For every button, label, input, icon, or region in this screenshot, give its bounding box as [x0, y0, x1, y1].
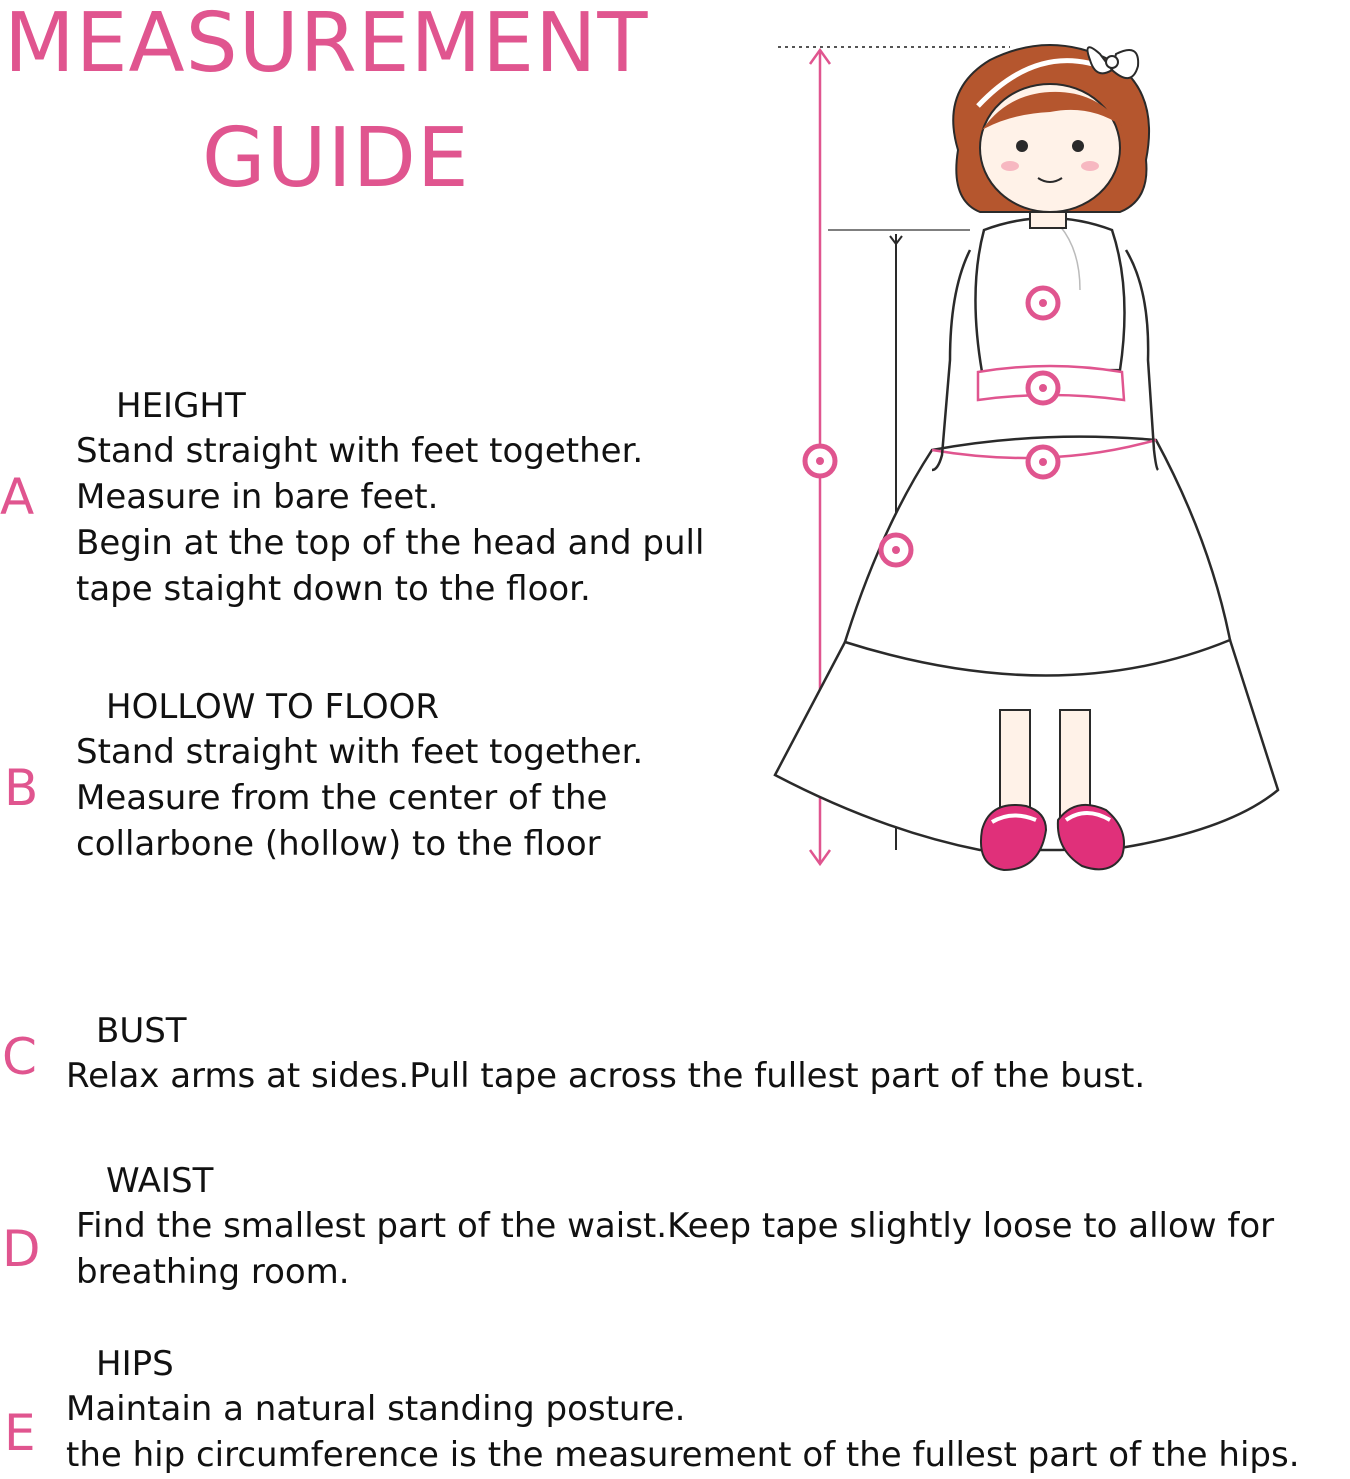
section-letter-d: D	[2, 1220, 41, 1278]
section-text-line: Measure from the center of the	[76, 778, 608, 818]
section-text-line: Relax arms at sides.Pull tape across the fullest part of the bust.	[66, 1056, 1146, 1096]
left-eye	[1016, 140, 1028, 152]
section-text-line: Find the smallest part of the waist.Keep tape slightly loose to allow for	[76, 1206, 1275, 1246]
section-text-line: Measure in bare feet.	[76, 477, 439, 517]
section-letter-c: C	[2, 1028, 37, 1086]
section-heading-hollow-to-floor: HOLLOW TO FLOOR	[106, 687, 439, 727]
section-text-line: Stand straight with feet together.	[76, 732, 644, 772]
section-heading-height: HEIGHT	[116, 386, 246, 426]
section-text-line: breathing room.	[76, 1252, 350, 1292]
left-arm	[932, 250, 970, 470]
left-cheek	[1001, 161, 1019, 171]
section-heading-hips: HIPS	[96, 1344, 174, 1384]
page-title-line-2: GUIDE	[202, 111, 470, 206]
waist-marker	[1028, 373, 1058, 403]
hollow-to-floor-marker	[881, 535, 911, 565]
right-cheek	[1081, 161, 1099, 171]
section-text-line: collarbone (hollow) to the floor	[76, 824, 601, 864]
section-text-line: the hip circumference is the measurement of the fullest part of the hips.	[66, 1435, 1300, 1475]
section-text-line: Stand straight with feet together.	[76, 431, 644, 471]
section-text-line: Maintain a natural standing posture.	[66, 1389, 686, 1429]
right-eye	[1072, 140, 1084, 152]
section-text-line: tape staight down to the floor.	[76, 569, 591, 609]
bust-marker	[1028, 288, 1058, 318]
section-heading-waist: WAIST	[106, 1161, 214, 1201]
section-letter-a: A	[0, 468, 35, 526]
hips-marker	[1028, 447, 1058, 477]
page-title-line-1: MEASUREMENT	[4, 0, 649, 91]
girl-in-dress-illustration	[760, 30, 1300, 910]
section-text-line: Begin at the top of the head and pull	[76, 523, 705, 563]
section-letter-e: E	[4, 1404, 36, 1462]
section-letter-b: B	[4, 759, 39, 817]
height-marker	[805, 446, 835, 476]
section-heading-bust: BUST	[96, 1011, 187, 1051]
